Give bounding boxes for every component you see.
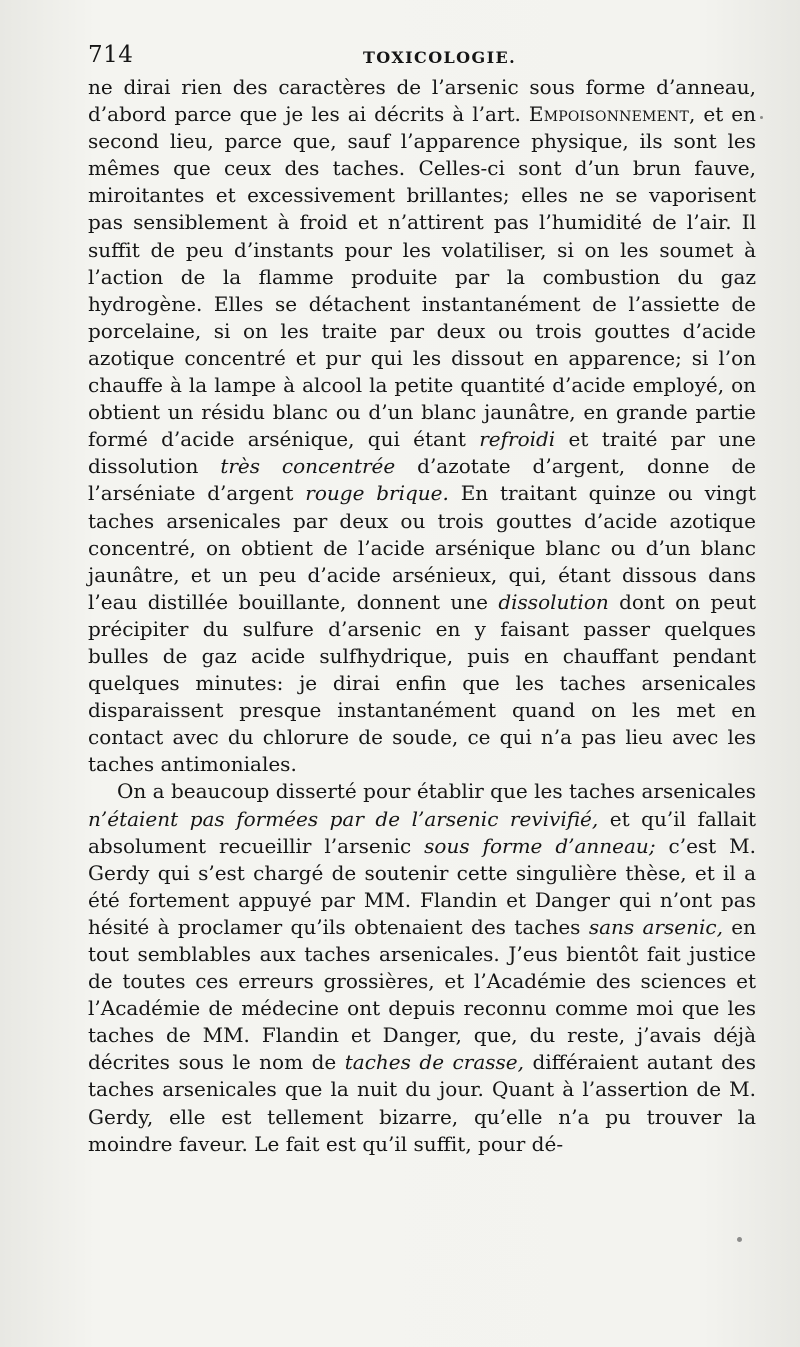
text-run: différaient autant des taches arsenicales que la nuit du jour. Quant à l’assertion de M. Gerdy, elle est tellement bizarre, qu’elle n’a pu trouver la moindre faveur. Le fait est qu’il suffit, pour dé- (88, 1050, 756, 1156)
paragraph-2 (88, 778, 756, 1157)
text-run: c’est M. Gerdy qui s’est chargé de soutenir cette singulière thèse, et il a été fortement appuyé par MM. Flandin et Danger qui n’ont pas hésité à proclamer qu’ils obtenaient des taches (88, 833, 756, 939)
paper-speck (737, 1237, 742, 1242)
italic-term: taches de crasse, (344, 1050, 524, 1075)
text-run: et traité par une dissolution (88, 427, 756, 479)
text-run: En traitant quinze ou vingt taches arsenicales par deux ou trois gouttes d’acide azotique concentré, on obtient de l’acide arsénique blanc ou d’un blanc jaunâtre, et un peu d’acide arsénieux, qui, étant dissous dans l’eau distillée bouillante, donnent une (88, 481, 756, 614)
paper-speck (760, 116, 763, 119)
text-run: dont on peut précipiter du sulfure d’arsenic en y faisant passer quelques bulles de gaz acide sulfhydrique, puis en chauffant pendant quelques minutes: je dirai enfin que les taches arsenicales disparaissent presque instantanément quand on les met en contact avec du chlorure de soude, ce qui n’a pas lieu avec les taches antimoniales. (88, 589, 756, 777)
italic-term: n’étaient pas formées par de l’arsenic revivifié, (88, 806, 599, 831)
page-header (88, 42, 756, 76)
italic-term: très concentrée (220, 454, 396, 479)
italic-term: sous forme d’anneau; (424, 833, 656, 858)
italic-term: refroidi (479, 427, 556, 452)
text-run: On a beaucoup disserté pour établir que les taches arsenicales (117, 779, 756, 804)
text-run: d’azotate d’argent, donne de l’arséniate d’argent (88, 454, 756, 506)
text-run: ne dirai rien des caractères de l’arsenic sous forme d’anneau, d’abord parce que je les ai décrits à l’art. (88, 75, 756, 127)
paragraph-1 (88, 74, 756, 778)
body-text (88, 74, 756, 1158)
italic-term: rouge brique. (305, 481, 449, 506)
italic-term: sans arsenic, (588, 914, 723, 939)
page-number: 714 (88, 42, 134, 68)
text-run: , et en second lieu, parce que, sauf l’apparence physique, ils sont les mêmes que ceux des taches. Celles-ci sont d’un brun fauve, miroitantes et excessivement brillantes; elles ne se vaporisent pas sensiblement à froid et n’attirent pas l’humidité de l’air. Il suffit de peu d’instants pour les volatiliser, si on les soumet à l’action de la flamme produite par la combustion du gaz hydrogène. Elles se détachent instantanément de l’assiette de porcelaine, si on les traite par deux ou trois gouttes d’acide azotique concentré et pur qui les dissout en apparence; si l’on chauffe à la lampe à alcool la petite quantité d’acide employé, on obtient un résidu blanc ou d’un blanc jaunâtre, en grande partie formé d’acide arsénique, qui étant (88, 102, 757, 452)
text-run: et qu’il fallait absolument recueillir l’arsenic (88, 806, 756, 858)
smallcaps-reference: Empoisonnement (528, 102, 689, 127)
running-title: TOXICOLOGIE. (363, 48, 517, 67)
text-run: en tout semblables aux taches arsenicales. J’eus bientôt fait justice de toutes ces erreurs grossières, et l’Académie des sciences et l’Académie de médecine ont depuis reconnu comme moi que les taches de MM. Flandin et Danger, que, du reste, j’avais déjà décrites sous le nom de (88, 914, 757, 1075)
italic-term: dissolution (498, 589, 609, 614)
